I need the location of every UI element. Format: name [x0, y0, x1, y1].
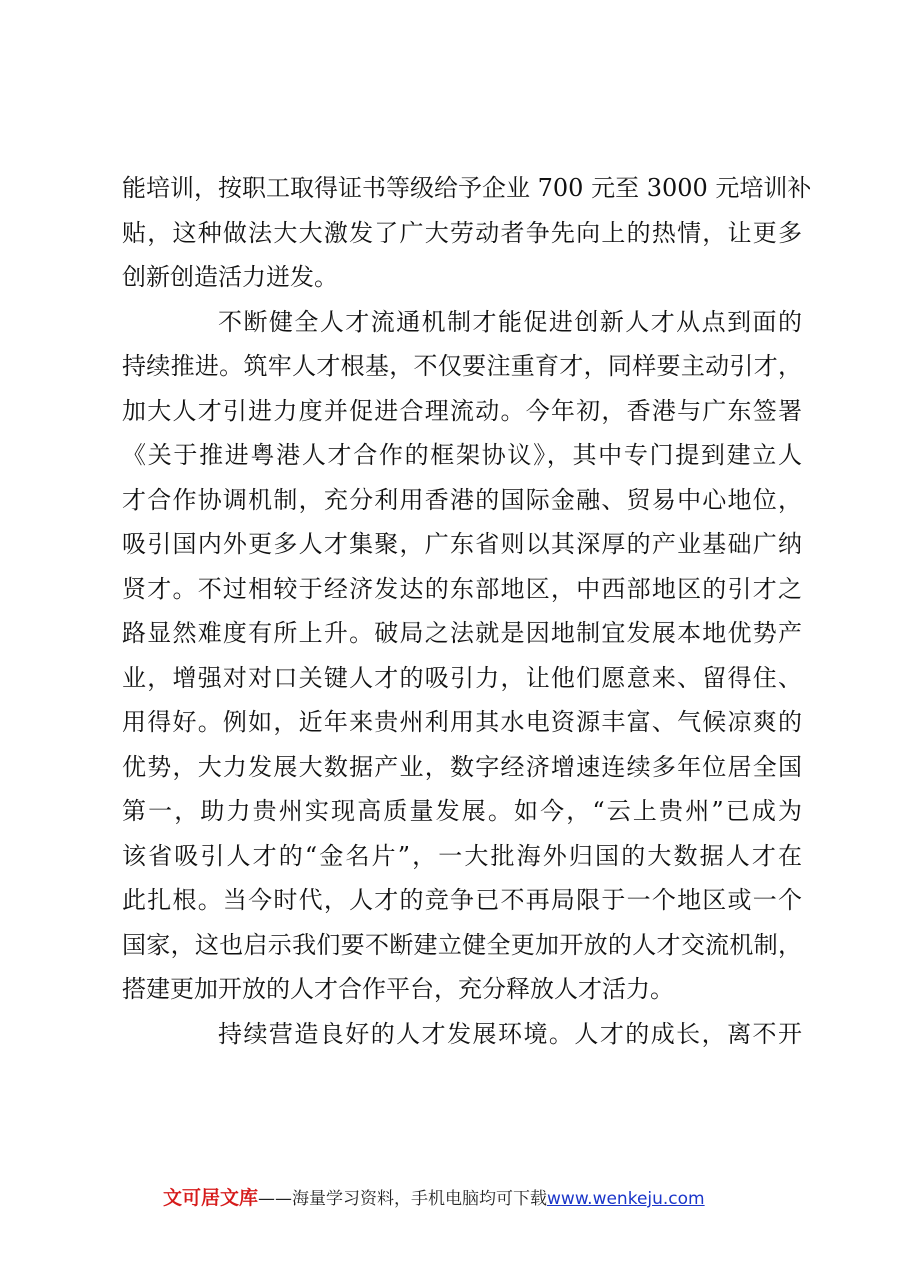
text-line: 创新创造活力迸发。 [122, 263, 338, 291]
text-line: 《关于推进粤港人才合作的框架协议》，其中专门提到建立人 [122, 441, 802, 469]
page-footer [163, 1183, 705, 1213]
footer-website-link[interactable]: www.wenkeju.com [547, 1189, 705, 1209]
text-line: 贴，这种做法大大激发了广大劳动者争先向上的热情，让更多 [122, 218, 802, 247]
text-line: 才合作协调机制，充分利用香港的国际金融、贸易中心地位， [122, 485, 802, 514]
text-line: 路显然难度有所上升。破局之法就是因地制宜发展本地优势产 [122, 619, 802, 647]
text-line: 不断健全人才流通机制才能促进创新人才从点到面的 [218, 307, 802, 336]
text-line: 该省吸引人才的“金名片”，一大批海外归国的大数据人才在 [122, 841, 802, 870]
article-body [122, 166, 812, 1056]
footer-slogan: ——海量学习资料，手机电脑均可下载 [258, 1189, 548, 1209]
text-line: 第一，助力贵州实现高质量发展。如今，“云上贵州”已成为 [122, 797, 802, 825]
text-line: 持续营造良好的人才发展环境。人才的成长，离不开 [218, 1019, 802, 1048]
text-line: 能培训，按职工取得证书等级给予企业 700 元至 3000 元培训补 [122, 174, 812, 202]
text-line: 贤才。不过相较于经济发达的东部地区，中西部地区的引才之 [122, 574, 802, 603]
footer-brand: 文可居文库 [163, 1187, 259, 1209]
text-line: 用得好。例如，近年来贵州利用其水电资源丰富、气候凉爽的 [122, 708, 802, 736]
text-line: 优势，大力发展大数据产业，数字经济增速连续多年位居全国 [122, 752, 802, 781]
text-line: 加大人才引进力度并促进合理流动。今年初，香港与广东签署 [122, 396, 802, 425]
text-line: 搭建更加开放的人才合作平台，充分释放人才活力。 [122, 975, 674, 1003]
text-line: 国家，这也启示我们要不断建立健全更加开放的人才交流机制， [122, 930, 802, 959]
text-line: 持续推进。筑牢人才根基，不仅要注重育才，同样要主动引才， [122, 352, 802, 380]
text-line: 此扎根。当今时代，人才的竞争已不再局限于一个地区或一个 [122, 886, 802, 914]
text-line: 吸引国内外更多人才集聚，广东省则以其深厚的产业基础广纳 [122, 530, 802, 558]
text-line: 业，增强对对口关键人才的吸引力，让他们愿意来、留得住、 [122, 663, 802, 692]
